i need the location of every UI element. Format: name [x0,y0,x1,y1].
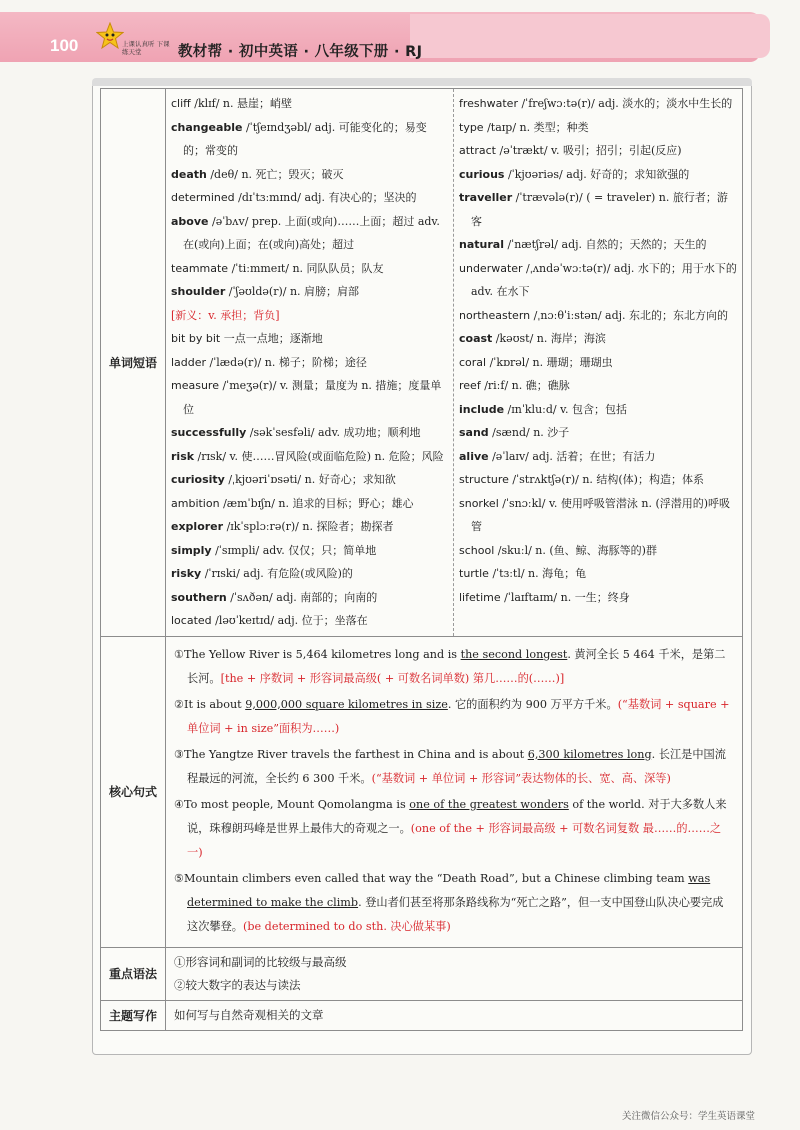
vocab-word: death [171,167,207,181]
vocab-entry [459,586,737,610]
vocab-definition: /æmˈbɪʃn/ n. 追求的目标；野心；雄心 [219,496,414,510]
sentence-text: To most people, Mount Qomolangma is [184,797,410,811]
vocab-definition: /ˈkjʊəriəs/ adj. 好奇的；求知欲强的 [504,167,690,181]
vocab-entry [171,304,448,328]
sentence-key-phrase: was determined to make the climb [187,871,711,909]
vocab-entry [459,116,737,140]
vocab-entry [459,562,737,586]
sentences-cell [166,636,743,947]
writing-cell [166,1000,743,1030]
vocab-definition: /ˈlædə(r)/ n. 梯子；阶梯；途径 [206,355,367,369]
vocab-word: lifetime [459,590,501,604]
vocab-word: risky [171,567,202,580]
vocab-entry [459,92,737,116]
page-number: 100 [50,36,79,55]
sentence-translation: . 黄河全长 5 464 千米，是第二长河。 [187,647,726,685]
vocab-word: bit by bit [171,332,221,345]
writing-label: 主题写作 [101,1000,166,1030]
vocab-definition: /ˌʌndəˈwɔːtə(r)/ adj. 水下的；用于水下的 adv. 在水下 [471,261,737,298]
vocab-word: ladder [171,355,207,369]
sentence-item [174,693,734,741]
vocab-entry [459,492,737,539]
sentence-note: (“基数词 + 单位词 + 形容词”表达物体的长、宽、高、深等) [371,771,671,785]
vocab-entry [459,468,737,492]
vocab-left-column [166,89,454,636]
vocab-word: natural [459,238,504,251]
vocab-entry [171,210,448,257]
vocab-entry [171,351,448,375]
vocab-row [101,89,743,637]
vocab-entry [171,609,448,633]
sentence-text: The Yellow River is 5,464 kilometres long and is [184,647,461,661]
vocab-word: reef [459,379,481,392]
sentence-number: ④ [174,797,185,811]
vocab-definition: /ɪkˈsplɔːrə(r)/ n. 探险者；勘探者 [223,520,394,533]
vocab-definition: /deθ/ n. 死亡；毁灭；破灭 [206,167,344,181]
sentence-item [174,643,734,691]
grammar-row [101,947,743,1000]
sentence-item [174,743,734,791]
vocab-entry [171,186,448,210]
vocab-entry [171,421,448,445]
vocab-definition: /kəʊst/ n. 海岸；海滨 [492,332,606,345]
sentence-text: It is about [184,697,246,711]
vocab-entry [459,374,737,398]
vocab-definition: /taɪp/ n. 类型；种类 [483,120,589,134]
vocab-definition: /ˈnætʃrəl/ adj. 自然的；天然的；天生的 [503,238,707,251]
vocab-definition: /ˈtrævələ(r)/ ( = traveler) n. 旅行者；游客 [471,191,728,228]
vocab-definition: /əˈlaɪv/ adj. 活着；在世；有活力 [488,449,656,463]
grammar-label: 重点语法 [101,947,166,1000]
vocab-entry [171,586,448,610]
sentence-key-phrase: 6,300 kilometres long [527,747,652,761]
vocab-entry [171,539,448,563]
vocab-definition: /ˈstrʌktʃə(r)/ n. 结构(体)；构造；体系 [508,473,704,486]
vocab-entry [459,163,737,187]
vocab-word: northeastern [459,308,531,322]
vocab-definition: /ˈrɪski/ adj. 有危险(或风险)的 [201,567,353,580]
vocab-word: measure [171,379,219,392]
sentence-key-phrase: 9,000,000 square kilometres in size [245,697,448,711]
vocab-definition: /ˈtiːmmeɪt/ n. 同队队员；队友 [228,261,384,275]
vocab-word: coast [459,332,493,345]
sentence-number: ③ [174,747,185,761]
vocab-definition: /səkˈsesfəli/ adv. 成功地；顺利地 [246,426,421,439]
grammar-item: ①形容词和副词的比较级与最高级 [174,954,347,969]
footer-note: 关注微信公众号：学生英语课堂 [622,1111,756,1122]
vocab-definition: /ˈsʌðən/ adj. 南部的；向南的 [226,590,378,604]
vocab-entry [171,374,448,421]
vocab-definition: /riːf/ n. 礁；礁脉 [480,379,570,392]
vocab-definition: /ˈtʃeɪndʒəbl/ adj. 可能变化的；易变的；常变的 [183,120,427,157]
vocab-entry [171,163,448,187]
vocab-entry [459,304,737,328]
vocab-definition: 一点一点地；逐渐地 [220,332,323,345]
vocab-word: underwater [459,261,523,275]
book-title: 教材帮 · 初中英语 · 八年级下册 · RJ [178,44,423,60]
vocab-word: include [459,402,505,416]
sentence-item [174,793,734,865]
vocab-word: risk [171,449,195,463]
vocab-entry [459,186,737,233]
vocab-definition: /əˈbʌv/ prep. 上面(或向)……上面；超过 adv. 在(或向)上面；在(或向)高处；超过 [183,214,440,251]
vocab-entry [459,327,737,351]
sentence-translation: . 长江是中国流程最远的河流，全长约 6 300 千米。 [187,747,726,785]
vocab-definition: /dɪˈtɜːmɪnd/ adj. 有决心的；坚决的 [234,191,417,204]
vocab-definition: /əˈtrækt/ v. 吸引；招引；引起(反应) [496,144,682,157]
vocab-definition: /ˌnɔːθˈiːstən/ adj. 东北的；东北方向的 [530,308,729,322]
vocab-entry [459,139,737,163]
page-header [0,0,800,70]
vocab-word: coral [459,355,487,369]
writing-topic: 如何写与自然奇观相关的文章 [174,1007,324,1022]
vocab-word: alive [459,449,489,463]
writing-row [101,1000,743,1030]
vocab-definition: /ˈtɜːtl/ n. 海龟；龟 [488,567,587,580]
sentence-key-phrase: the second longest [460,647,568,661]
vocab-right-column [454,89,742,636]
vocab-entry [459,257,737,304]
vocab-definition: /ɪnˈkluːd/ v. 包含；包括 [504,402,628,416]
vocab-word: curiosity [171,473,225,486]
vocab-word: traveller [459,191,513,204]
vocab-entry [171,280,448,304]
sentence-note: (be determined to do sth. 决心做某事) [242,919,451,933]
sentence-translation: . 它的面积约为 900 万平方千米。 [447,697,618,711]
vocab-entry [459,351,737,375]
vocab-entry [171,515,448,539]
vocab-definition: /ˌkjʊəriˈɒsəti/ n. 好奇心；求知欲 [224,473,396,486]
sentence-note: (one of the + 形容词最高级 + 可数名词复数 最……的……之一) [187,821,722,859]
vocab-word: school [459,543,495,557]
vocab-definition: /sænd/ n. 沙子 [488,426,570,439]
vocab-definition: /klɪf/ n. 悬崖；峭壁 [190,97,293,110]
vocab-entry [171,327,448,351]
vocab-definition: [新义：v. 承担；背负] [171,308,280,322]
vocab-word: above [171,214,209,228]
vocab-label: 单词短语 [101,89,166,637]
vocab-entry [171,116,448,163]
vocab-definition: /ˈlaɪftaɪm/ n. 一生；终身 [500,590,630,604]
sentence-text: Mountain climbers even called that way the “Death Road”, but a Chinese climbing team [184,871,689,885]
vocab-entry [171,468,448,492]
vocab-entry [459,445,737,469]
sentences-row [101,636,743,947]
vocab-entry [459,398,737,422]
star-mascot-icon [96,22,124,52]
sentence-note: [the + 序数词 + 形容词最高级( + 可数名词单数) 第几……的(……)] [220,671,565,685]
vocab-word: located [171,614,212,627]
sentence-number: ① [174,647,185,661]
vocab-definition: /ləʊˈkeɪtɪd/ adj. 位于；坐落在 [211,614,368,627]
vocab-word: attract [459,144,496,157]
sentence-number: ② [174,697,185,711]
sentence-note: (“基数词 + square + 单位词 + in size”面积为……) [187,697,730,735]
summary-table [100,88,743,1031]
vocab-word: freshwater [459,97,518,110]
vocab-word: structure [459,473,509,486]
vocab-definition: /ˈfreʃwɔːtə(r)/ adj. 淡水的；淡水中生长的 [517,97,733,110]
header-band-light [410,14,770,58]
vocab-word: curious [459,167,505,181]
vocab-word: type [459,120,484,134]
sentence-key-phrase: one of the greatest wonders [409,797,569,811]
vocab-entry [459,421,737,445]
vocab-definition: /ˈmeʒə(r)/ v. 测量；量度为 n. 措施；度量单位 [183,379,442,416]
sentence-translation: of the world. 对于大多数人来说，珠穆朗玛峰是世界上最伟大的奇观之一。 [187,797,727,835]
sentence-translation: . 登山者们甚至将那条路线称为“死亡之路”，但一支中国登山队决心要完成这次攀登。 [187,895,724,933]
vocab-entry [171,492,448,516]
vocab-word: snorkel [459,496,499,510]
vocab-definition: /ˈʃəʊldə(r)/ n. 肩膀；肩部 [225,285,360,298]
sentence-number: ⑤ [174,871,185,885]
vocab-cell [166,89,743,637]
frame-top-bar [92,78,752,86]
slogan: 上课认真听 下课练天堂 [122,40,170,56]
sentences-label: 核心句式 [101,636,166,947]
vocab-definition: /ˈkɒrəl/ n. 珊瑚；珊瑚虫 [486,355,613,369]
vocab-entry [171,257,448,281]
vocab-entry [459,539,737,563]
sentence-text: The Yangtze River travels the farthest in China and is about [184,747,528,761]
vocab-word: cliff [171,97,191,110]
vocab-word: determined [171,191,235,204]
vocab-word: southern [171,590,227,604]
vocab-definition: /skuːl/ n. (鱼、鲸、海豚等的)群 [494,543,657,557]
vocab-entry [171,445,448,469]
vocab-entry [171,562,448,586]
vocab-definition: /ˈsɪmpli/ adv. 仅仅；只；简单地 [211,543,377,557]
vocab-entry [171,92,448,116]
grammar-item: ②较大数字的表达与读法 [174,977,301,992]
sentence-item [174,867,734,939]
vocab-definition: /rɪsk/ v. 使……冒风险(或面临危险) n. 危险；风险 [194,449,444,463]
vocab-word: simply [171,543,212,557]
vocab-entry [459,233,737,257]
vocab-word: turtle [459,567,489,580]
vocab-word: teammate [171,261,229,275]
vocab-word: successfully [171,426,247,439]
vocab-word: sand [459,426,489,439]
vocab-definition: /ˈsnɔːkl/ v. 使用呼吸管潜泳 n. (浮潜用的)呼吸管 [471,496,731,533]
vocab-word: changeable [171,120,243,134]
vocab-word: ambition [171,496,220,510]
vocab-word: explorer [171,520,224,533]
grammar-cell [166,947,743,1000]
vocab-word: shoulder [171,285,226,298]
